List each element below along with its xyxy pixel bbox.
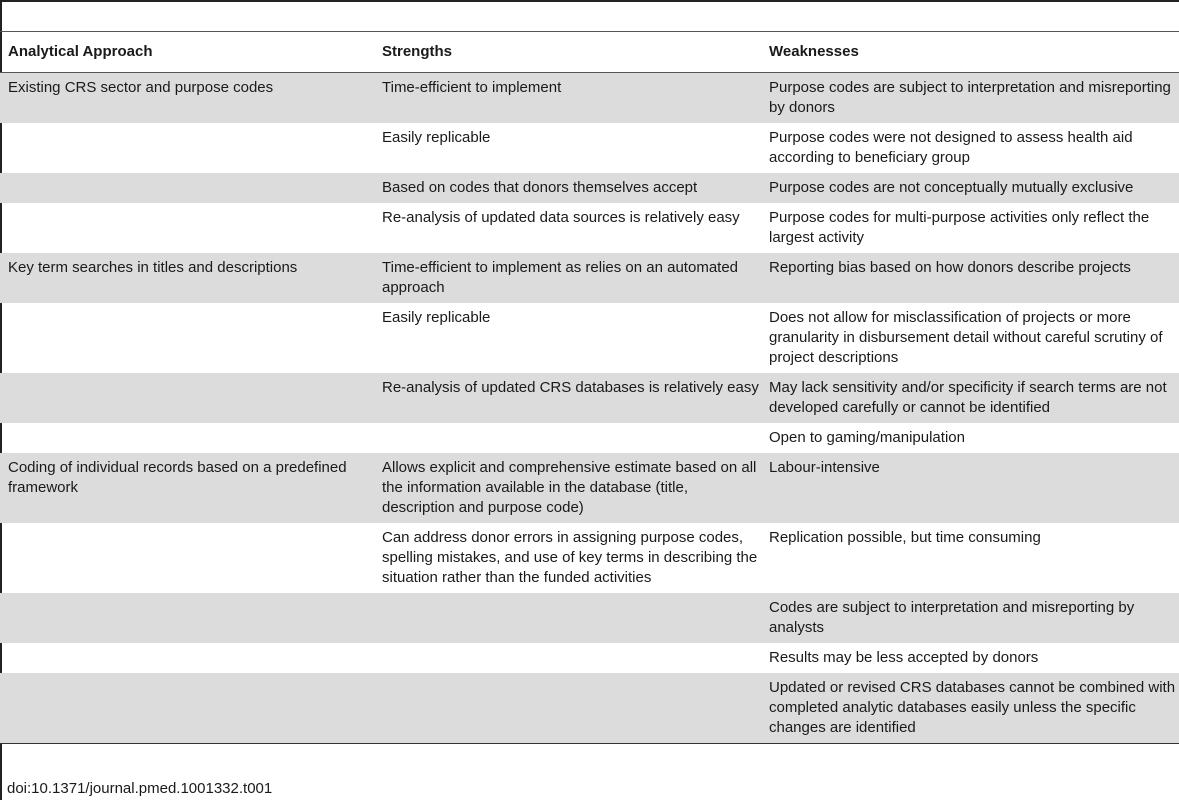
strength-cell: Can address donor errors in assigning purpose codes, spelling mistakes, and use of key terms in describing the situation rather than the funded activities: [382, 529, 758, 586]
table-row: [0, 173, 1179, 203]
strength-cell: [374, 643, 761, 673]
table-row: [0, 643, 1179, 673]
strength-cell: Easily replicable: [382, 309, 491, 326]
weakness-cell: Open to gaming/manipulation: [769, 429, 965, 446]
weakness-cell: Replication possible, but time consuming: [769, 529, 1041, 546]
weakness-cell: Purpose codes are subject to interpretation and misreporting by donors: [761, 73, 1179, 124]
approach-cell: [0, 673, 374, 744]
table-row: [0, 523, 1179, 593]
approach-cell: [0, 203, 374, 253]
strength-cell: [374, 593, 761, 643]
approach-cell: [0, 523, 374, 593]
strength-cell: Time-efficient to implement as relies on an automated approach: [374, 253, 761, 303]
approach-cell: Existing CRS sector and purpose codes: [0, 73, 374, 124]
approach-cell: [0, 303, 374, 373]
weakness-cell: Labour-intensive: [761, 453, 1179, 523]
header-strengths: Strengths: [374, 32, 761, 73]
weakness-cell: Purpose codes are not conceptually mutually exclusive: [761, 173, 1179, 203]
weakness-cell: Purpose codes for multi-purpose activities only reflect the largest activity: [769, 209, 1150, 246]
table-row: [0, 673, 1179, 744]
weakness-cell: May lack sensitivity and/or specificity if search terms are not developed carefully or cannot be identified: [761, 373, 1179, 423]
table-row: [0, 203, 1179, 253]
table-row: [0, 453, 1179, 523]
approach-cell: Coding of individual records based on a predefined framework: [0, 453, 374, 523]
header-row: [0, 32, 1179, 73]
strength-cell: Re-analysis of updated data sources is relatively easy: [382, 209, 740, 226]
approach-cell: [0, 123, 374, 173]
approach-cell: [0, 643, 374, 673]
approach-cell: [0, 593, 374, 643]
strength-cell: Time-efficient to implement: [374, 73, 761, 124]
header-approach: Analytical Approach: [0, 32, 374, 73]
doi-footer: doi:10.1371/journal.pmed.1001332.t001: [7, 780, 273, 797]
table-row: [0, 303, 1179, 373]
weakness-cell: Results may be less accepted by donors: [769, 649, 1039, 666]
top-border: [0, 0, 1179, 2]
table-row: [0, 423, 1179, 453]
weakness-cell: Does not allow for misclassification of projects or more granularity in disbursement detail without careful scrutiny of project descriptions: [769, 309, 1163, 366]
strength-cell: Based on codes that donors themselves accept: [374, 173, 761, 203]
strength-cell: Re-analysis of updated CRS databases is relatively easy: [374, 373, 761, 423]
weakness-cell: Updated or revised CRS databases cannot be combined with completed analytic databases easily unless the specific changes are identified: [761, 673, 1179, 744]
weakness-cell: Purpose codes were not designed to assess health aid according to beneficiary group: [769, 129, 1133, 166]
table-row: [0, 253, 1179, 303]
table-row: [0, 73, 1179, 124]
comparison-table: [0, 32, 1179, 744]
approach-cell: [0, 173, 374, 203]
table-row: [0, 123, 1179, 173]
approach-cell: [0, 423, 374, 453]
strength-cell: [374, 673, 761, 744]
strength-cell: [374, 423, 761, 453]
approach-cell: [0, 373, 374, 423]
table-row: [0, 593, 1179, 643]
table-row: [0, 373, 1179, 423]
header-weaknesses: Weaknesses: [761, 32, 1179, 73]
weakness-cell: Codes are subject to interpretation and misreporting by analysts: [761, 593, 1179, 643]
strength-cell: Allows explicit and comprehensive estimate based on all the information available in the database (title, description and purpose code): [374, 453, 761, 523]
weakness-cell: Reporting bias based on how donors describe projects: [761, 253, 1179, 303]
approach-cell: Key term searches in titles and descriptions: [0, 253, 374, 303]
strength-cell: Easily replicable: [382, 129, 491, 146]
